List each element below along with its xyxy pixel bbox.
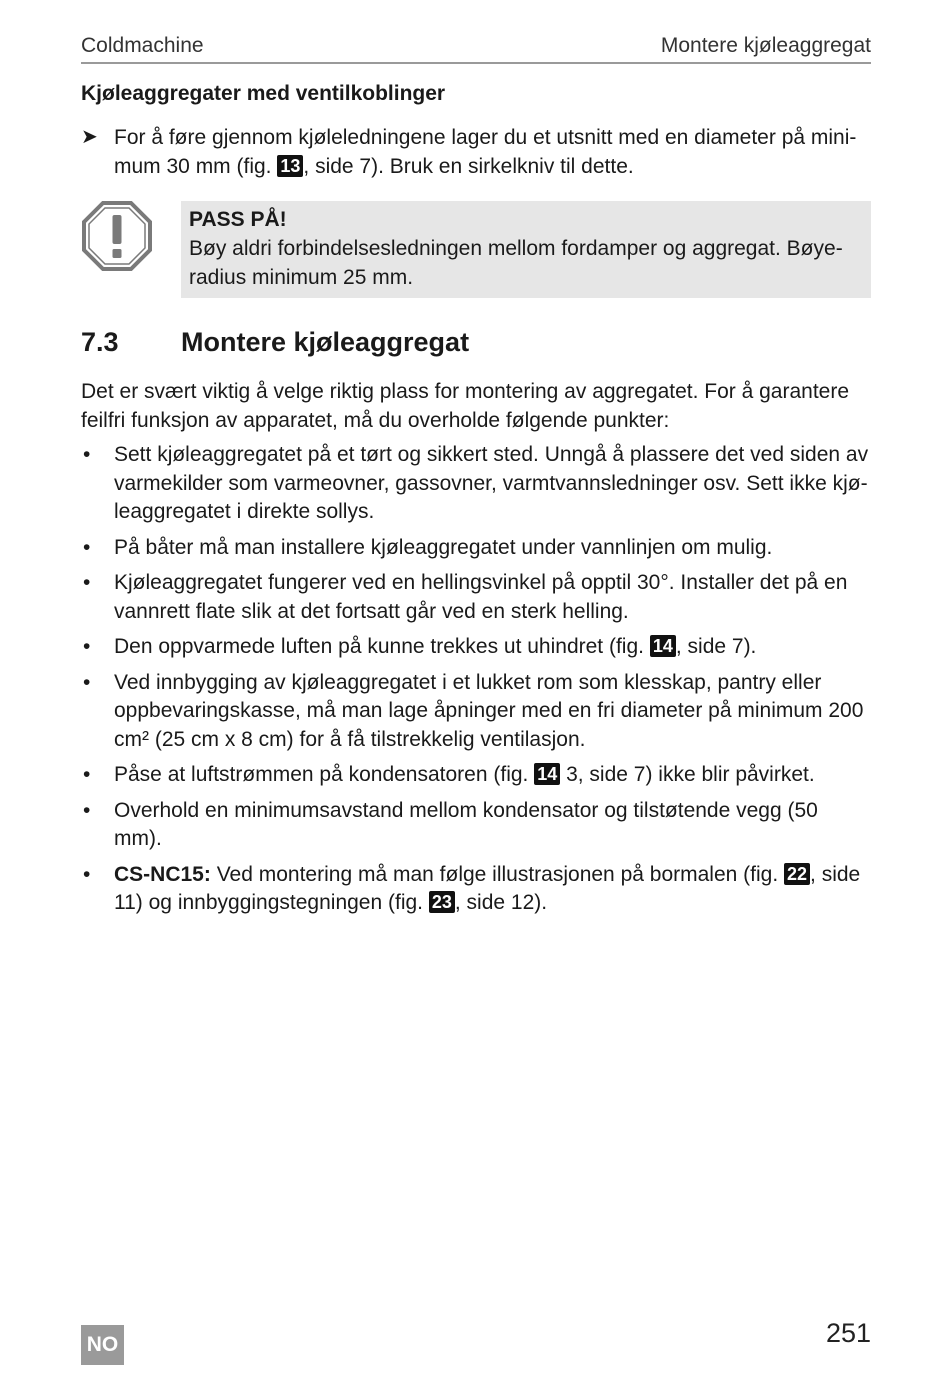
subheading: Kjøleaggregater med ventilkoblinger xyxy=(81,82,446,105)
bullet-icon: • xyxy=(83,763,91,786)
bullet-icon: • xyxy=(83,443,91,466)
figure-ref: 13 xyxy=(277,155,303,177)
bullet-icon: • xyxy=(83,862,91,886)
header-product: Coldmachine xyxy=(81,34,204,57)
bullet-icon: • xyxy=(83,670,91,694)
list-item: • På båter må man installere kjøleaggregatet under vannlinjen om mulig. xyxy=(81,534,871,563)
list-item: • Den oppvarmede luften på kunne trekkes ut uhindret (fig. 14 , side 7). xyxy=(81,633,871,662)
figure-ref: 22 xyxy=(784,863,810,885)
model-label: CS-NC15: xyxy=(114,862,211,886)
instruction-text: For å føre gjennom kjøleledningene lager du et utsnitt med en diameter på minimum 30 mm (fig. 13 , side 7). Bruk en sirkelkniv til dette. xyxy=(114,126,857,178)
figure-ref: 23 xyxy=(429,891,455,913)
header-chapter: Montere kjøleaggregat xyxy=(660,34,871,57)
list-item: • Sett kjøleaggregatet på et tørt og sikkert sted. Unngå å plassere det ved siden av varmekilder som varmeovner, gassovner, varmtvannsledninger osv. Sett ikke kjøleaggregatet i direkte sollys. xyxy=(83,443,869,523)
bullet-icon: • xyxy=(83,798,91,822)
intro-paragraph: Det er svært viktig å velge riktig plass for montering av aggregatet. For å garantere feilfri funksjon av apparatet, må du overholde følgende punkter: xyxy=(81,380,850,432)
list-item: • Ved innbygging av kjøleaggregatet i et lukket rom som klesskap, pantry eller oppbevaringskasse, må man lage åpninger med en fri diameter på minimum 200 cm² (25 cm x 8 cm) for å få tilstrekkelig ventilasjon. xyxy=(83,670,864,751)
list-item: • CS-NC15: Ved montering må man følge illustrasjonen på bormalen (fig. 22 , side 11) og innbyggingstegningen (fig. 23 , side 12). xyxy=(83,862,861,914)
warning-text: Bøy aldri forbindelsesledningen mellom fordamper og aggregat. Bøyeradius minimum 25 mm. xyxy=(189,237,843,289)
list-item: • Overhold en minimumsavstand mellom kondensator og tilstøtende vegg (50 mm). xyxy=(83,798,818,850)
section-heading xyxy=(81,327,871,358)
arrow-right-icon: ➤ xyxy=(81,126,98,148)
figure-ref: 14 xyxy=(534,763,560,785)
list-item: • Kjøleaggregatet fungerer ved en hellingsvinkel på opptil 30°. Installer det på en vannrett flate slik at det fortsatt går ved en sterk helling. xyxy=(83,571,848,623)
instruction-step xyxy=(81,123,871,181)
section-number: 7.3 xyxy=(81,327,119,357)
bullet-icon: • xyxy=(83,571,91,594)
bullet-icon: • xyxy=(83,635,91,658)
warning-title: PASS PÅ! xyxy=(189,208,287,231)
exclamation-octagon-icon xyxy=(81,200,153,272)
language-tab: NO xyxy=(81,1325,124,1365)
bullet-icon: • xyxy=(83,535,91,559)
section-title: Montere kjøleaggregat xyxy=(181,327,470,357)
warning-box xyxy=(181,201,871,298)
bullet-list xyxy=(81,441,871,925)
list-item: • Påse at luftstrømmen på kondensatoren (fig. 14 3, side 7) ikke blir påvirket. xyxy=(81,761,871,790)
figure-ref: 14 xyxy=(650,635,676,657)
running-header xyxy=(81,30,871,64)
page-number: 251 xyxy=(825,1318,871,1348)
